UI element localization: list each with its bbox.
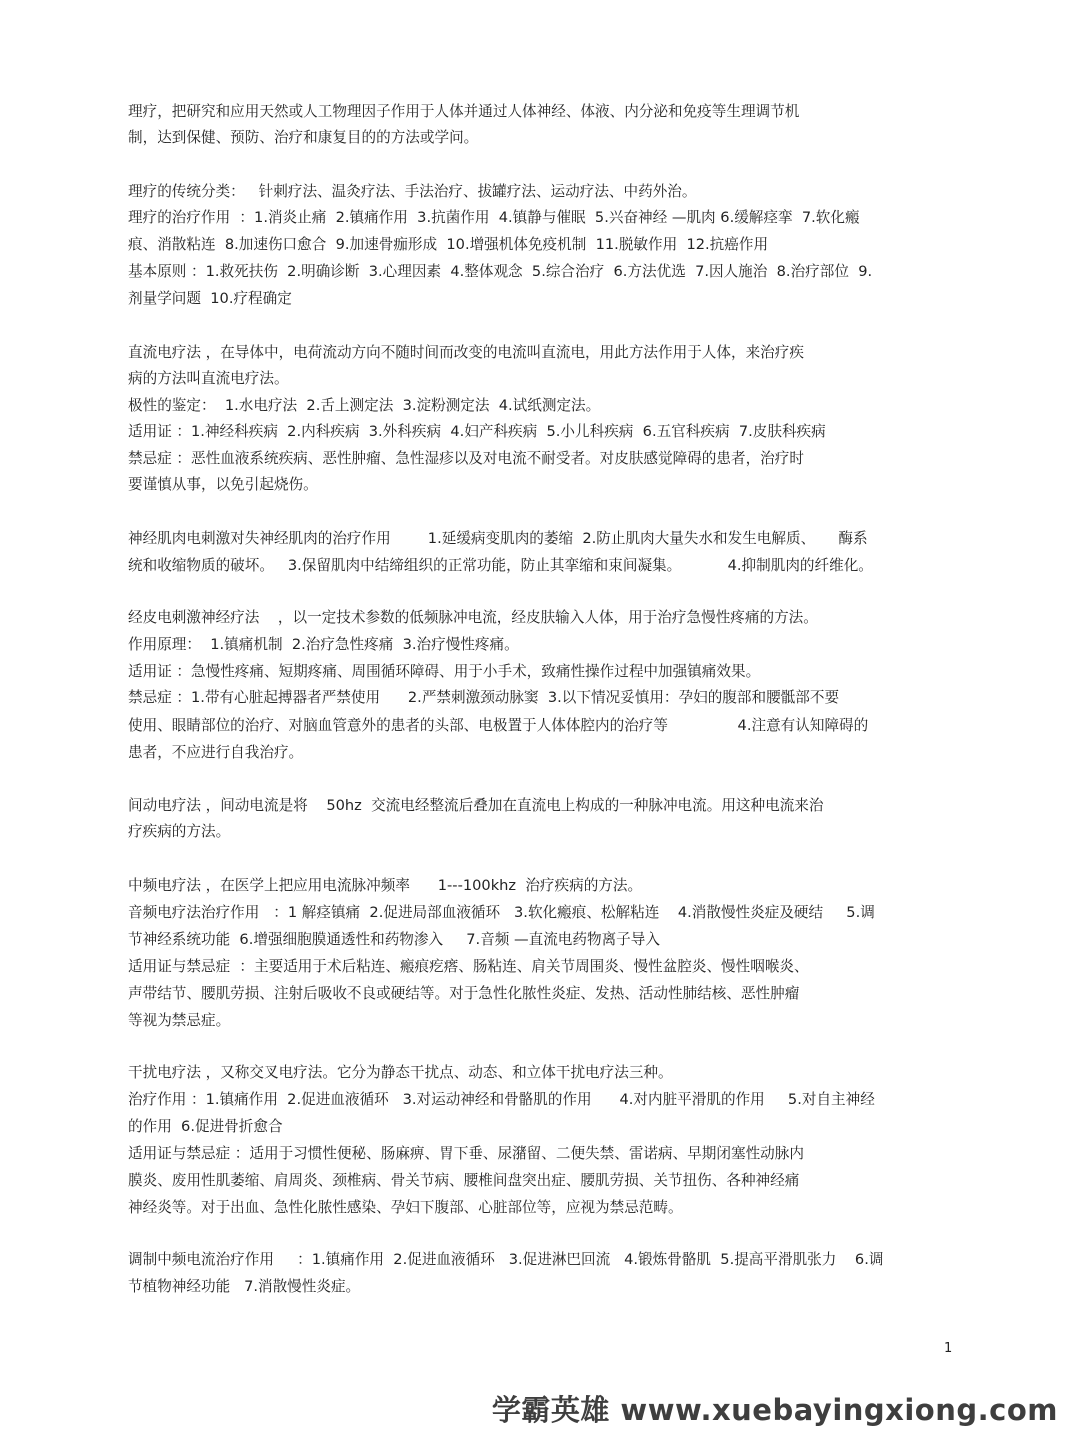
text-line: 节神经系统功能 6.增强细胞膜通透性和药物渗入 7.音频 —直流电药物离子导入 — [128, 931, 660, 948]
text-line: 患者，不应进行自我治疗。 — [128, 744, 304, 761]
text-line: 调制中频电流治疗作用 ：1.镇痛作用 2.促进血液循环 3.促进淋巴回流 4.锻炼骨骼肌 5.提高平滑肌张力 6.调 — [128, 1251, 884, 1268]
text-line: 适用证与禁忌症 ：适用于习惯性便秘、肠麻痹、胃下垂、尿潴留、二便失禁、雷诺病、早期闭塞性动脉内 — [128, 1145, 804, 1162]
text-line: 神经炎等。对于出血、急性化脓性感染、孕妇下腹部、心脏部位等，应视为禁忌范畴。 — [128, 1199, 683, 1216]
text-line: 节植物神经功能 7.消散慢性炎症。 — [128, 1278, 361, 1295]
text-line: 疗疾病的方法。 — [128, 823, 231, 840]
text-line: 适用证 ：急慢性疼痛、短期疼痛、周围循环障碍、用于小手术，致痛性操作过程中加强镇痛效果。 — [128, 663, 761, 680]
text-line: 直流电疗法 ，在导体中，电荷流动方向不随时间而改变的电流叫直流电，用此方法作用于人体，来治疗疾 — [128, 344, 804, 361]
text-line: 理疗的治疗作用 ：1.消炎止痛 2.镇痛作用 3.抗菌作用 4.镇静与催眠 5.兴奋神经 —肌肉 6.缓解痉挛 7.软化瘢 — [128, 209, 860, 226]
text-line: 统和收缩物质的破坏。 3.保留肌肉中结缔组织的正常功能，防止其挛缩和束间凝集。 4.抑制肌肉的纤维化。 — [128, 557, 873, 574]
text-line: 极性的鉴定： 1.水电疗法 2.舌上测定法 3.淀粉测定法 4.试纸测定法。 — [128, 397, 601, 414]
text-line: 神经肌肉电刺激对失神经肌肉的治疗作用 1.延缓病变肌肉的萎缩 2.防止肌肉大量失水和发生电解质、 酶系 — [128, 530, 868, 547]
text-line: 理疗，把研究和应用天然或人工物理因子作用于人体并通过人体神经、体液、内分泌和免疫等生理调节机 — [128, 103, 800, 120]
text-line: 病的方法叫直流电疗法。 — [128, 370, 289, 387]
text-line: 基本原则 ：1.救死扶伤 2.明确诊断 3.心理因素 4.整体观念 5.综合治疗 6.方法优选 7.因人施治 8.治疗部位 9. — [128, 263, 873, 280]
page-number: 1 — [944, 1341, 953, 1356]
text-line: 经皮电刺激神经疗法 ，以一定技术参数的低频脉冲电流，经皮肤输入人体，用于治疗急慢性疼痛的方法。 — [128, 609, 818, 626]
text-line: 声带结节、腰肌劳损、注射后吸收不良或硬结等。对于急性化脓性炎症、发热、活动性肺结核、恶性肿瘤 — [128, 985, 800, 1002]
text-line: 适用证与禁忌症 ：主要适用于术后粘连、瘢痕疙瘩、肠粘连、肩关节周围炎、慢性盆腔炎、慢性咽喉炎、 — [128, 958, 809, 975]
text-line: 使用、眼睛部位的治疗、对脑血管意外的患者的头部、电极置于人体体腔内的治疗等 4.注意有认知障碍的 — [128, 717, 869, 734]
text-line: 禁忌症 ：1.带有心脏起搏器者严禁使用 2.严禁刺激颈动脉窦 3.以下情况妥慎用：孕妇的腹部和腰骶部不要 — [128, 689, 840, 706]
text-line: 等视为禁忌症。 — [128, 1012, 231, 1029]
text-line: 中频电疗法 ，在医学上把应用电流脉冲频率 1---100khz 治疗疾病的方法。 — [128, 877, 643, 894]
text-line: 要谨慎从事，以免引起烧伤。 — [128, 476, 318, 493]
watermark-text: 学霸英雄 www.xuebayingxiong.com — [491, 1393, 1058, 1427]
text-line: 治疗作用 ：1.镇痛作用 2.促进血液循环 3.对运动神经和骨骼肌的作用 4.对内脏平滑肌的作用 5.对自主神经 — [128, 1091, 875, 1108]
text-line: 痕、消散粘连 8.加速伤口愈合 9.加速骨痂形成 10.增强机体免疫机制 11.脱敏作用 12.抗癌作用 — [128, 236, 769, 253]
text-line: 禁忌症 ：恶性血液系统疾病、恶性肿瘤、急性湿疹以及对电流不耐受者。对皮肤感觉障碍的患者，治疗时 — [128, 450, 804, 467]
text-line: 音频电疗法治疗作用 ：1 解痉镇痛 2.促进局部血液循环 3.软化瘢痕、松解粘连 4.消散慢性炎症及硬结 5.调 — [128, 904, 875, 921]
text-line: 剂量学问题 10.疗程确定 — [128, 290, 292, 307]
text-line: 理疗的传统分类： 针刺疗法、温灸疗法、手法治疗、拔罐疗法、运动疗法、中药外治。 — [128, 183, 697, 200]
text-line: 适用证 ：1.神经科疾病 2.内科疾病 3.外科疾病 4.妇产科疾病 5.小儿科疾病 6.五官科疾病 7.皮肤科疾病 — [128, 423, 826, 440]
text-line: 制，达到保健、预防、治疗和康复目的的方法或学问。 — [128, 129, 479, 146]
text-line: 的作用 6.促进骨折愈合 — [128, 1118, 283, 1135]
text-line: 干扰电疗法 ，又称交叉电疗法。它分为静态干扰点、动态、和立体干扰电疗法三种。 — [128, 1064, 673, 1081]
text-line: 间动电疗法 ，间动电流是将 50hz 交流电经整流后叠加在直流电上构成的一种脉冲电流。用这种电流来治 — [128, 797, 824, 814]
text-line: 作用原理： 1.镇痛机制 2.治疗急性疼痛 3.治疗慢性疼痛。 — [128, 636, 519, 653]
text-line: 膜炎、废用性肌萎缩、肩周炎、颈椎病、骨关节病、腰椎间盘突出症、腰肌劳损、关节扭伤、各种神经痛 — [128, 1172, 800, 1189]
